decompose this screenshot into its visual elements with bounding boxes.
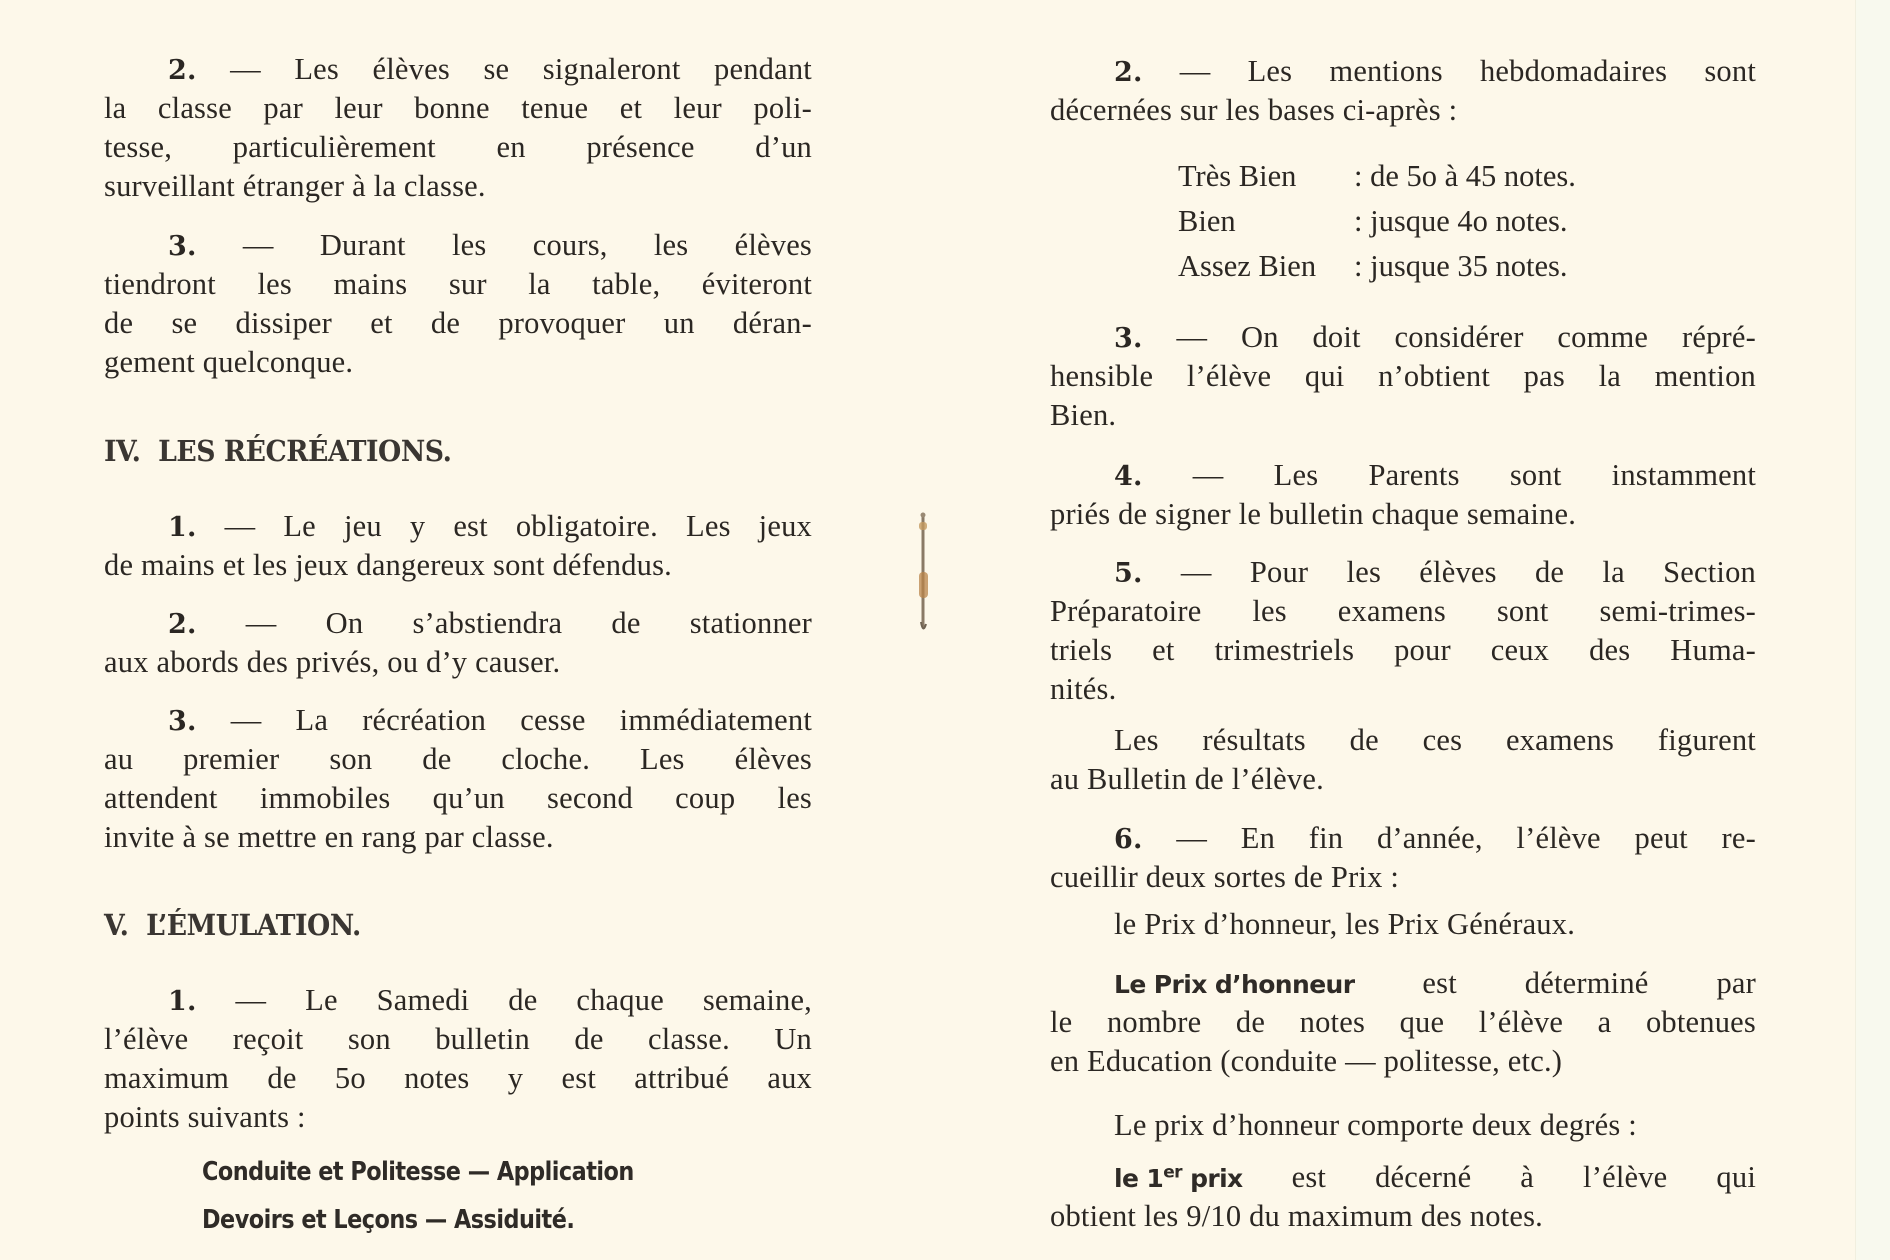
paragraph-iv-3: 3. — La récréation cesse immédiatement au premier son de cloche. Les élèves attendent immobiles qu’un second coup les invite à se mettre en rang par classe. — [104, 703, 812, 854]
staple-icon — [917, 510, 929, 635]
paragraph-v-5: 5. — Pour les élèves de la Section Préparatoire les examens sont semi-trimes- triels et trimestriels pour ceux des Huma- nités. — [1050, 555, 1756, 706]
paragraph-v-2: 2. — Les mentions hebdomadaires sont décernées sur les bases ci-après : — [1050, 54, 1756, 127]
mention-row: Bien : jusque 4o notes. — [1178, 204, 1568, 238]
paragraph-v-1: 1. — Le Samedi de chaque semaine, l’élève reçoit son bulletin de classe. Un maximum de 5o notes y est attribué aux points suivants : — [104, 983, 813, 1134]
section-heading-emulation: V. L’ÉMULATION. — [104, 908, 361, 942]
prize-types: le Prix d’honneur, les Prix Généraux. — [1114, 907, 1576, 941]
paragraph-v-6: 6. — En fin d’année, l’élève peut re- cueillir deux sortes de Prix : — [1050, 821, 1756, 894]
mention-row: Assez Bien : jusque 35 notes. — [1178, 249, 1568, 283]
page-edge — [1855, 0, 1890, 1260]
grading-point: Devoirs et Leçons — Assiduité. — [202, 1205, 575, 1235]
paragraph-v-4: 4. — Les Parents sont instamment priés de signer le bulletin chaque semaine. — [1050, 458, 1756, 531]
paragraph-prix-honneur: Le Prix d’honneur est déterminé par le nombre de notes que l’élève a obtenues en Education (conduite — politesse, etc.) — [1050, 966, 1756, 1078]
mention-row: Très Bien : de 5o à 45 notes. — [1178, 159, 1576, 193]
grading-points — [202, 1150, 704, 1246]
paragraph-ii-3: 3. — Durant les cours, les élèves tiendront les mains sur la table, éviteront de se dissiper et de provoquer un déran- gement quelconque. — [104, 228, 812, 379]
paragraph-iv-1: 1. — Le jeu y est obligatoire. Les jeux de mains et les jeux dangereux sont défendus. — [104, 509, 812, 582]
grading-point: Conduite et Politesse — Application — [202, 1157, 634, 1187]
paragraph-v-3: 3. — On doit considérer comme répré- hensible l’élève qui n’obtient pas la mention Bien. — [1050, 320, 1756, 432]
paragraph-degrees: Le prix d’honneur comporte deux degrés : — [1114, 1108, 1637, 1142]
paragraph-first-prize: le 1er prix est décerné à l’élève qui obtient les 9/10 du maximum des notes. — [1050, 1160, 1756, 1233]
paragraph-ii-2: 2. — Les élèves se signaleront pendant la classe par leur bonne tenue et leur poli- tesse, particulièrement en présence d’un surveillant étranger à la classe. — [104, 52, 812, 203]
section-heading-recreations: IV. LES RÉCRÉATIONS. — [104, 434, 452, 468]
paragraph-iv-2: 2. — On s’abstiendra de stationner aux abords des privés, ou d’y causer. — [104, 606, 813, 679]
paragraph-v-5-results: Les résultats de ces examens figurent au Bulletin de l’élève. — [1050, 723, 1756, 796]
